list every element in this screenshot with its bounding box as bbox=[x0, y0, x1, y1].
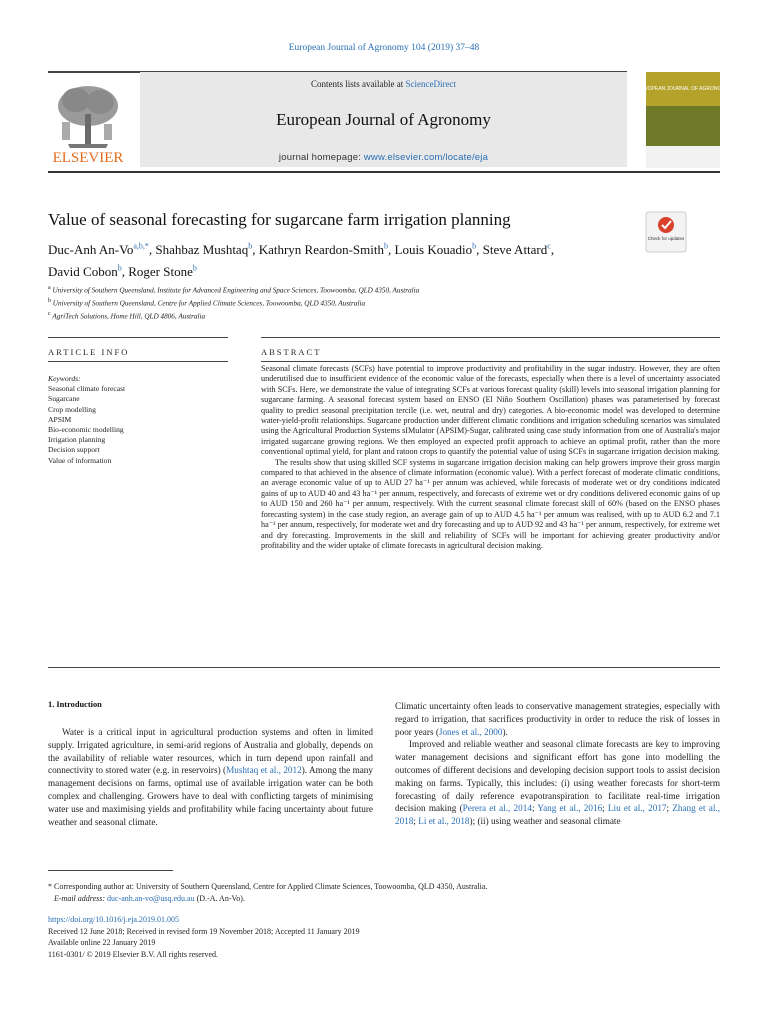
corresponding-author-note: * Corresponding author at: University of Southern Queensland, Centre for Applied Climate Sciences, Toowoomba, QLD 4350, Australia. bbox=[48, 882, 488, 891]
author-list bbox=[48, 238, 648, 281]
homepage-link[interactable]: www.elsevier.com/locate/eja bbox=[363, 152, 489, 163]
footnote-rule bbox=[48, 870, 173, 871]
keywords-block bbox=[48, 374, 228, 466]
email-link[interactable]: duc-anh.an-vo@usq.edu.au bbox=[107, 894, 195, 903]
keyword-item: Crop modelling bbox=[48, 404, 96, 414]
copyright: 1161-0301/ © 2019 Elsevier B.V. All rights reserved. bbox=[48, 949, 219, 959]
cover-title: EUROPEAN JOURNAL OF AGRONOMY bbox=[637, 86, 729, 92]
ref-link[interactable]: Liu et al., 2017 bbox=[607, 803, 667, 814]
received-dates: Received 12 June 2018; Received in revised form 19 November 2018; Accepted 11 January 2019 bbox=[48, 926, 360, 936]
publication-info bbox=[48, 914, 720, 960]
footnotes bbox=[48, 881, 720, 905]
intro-column-1: Water is a critical input in agricultural production systems and often in limited supply. Irrigated agriculture, in semi-arid regions of Australia and globally, depends on the availability of reliable water resources, which in turn depend upon rainfall and connectivity to stored water (e.g. in reservoirs) (Mushtaq et al., 2012). Among the many management decisions on farms, optimal use of available irrigation water can be both complex and challenging. Growers have to deal with conflicting targets of minimising water use and maximising yields and profitability while facing uncertainty about future weather and seasonal climate. bbox=[48, 727, 373, 827]
affiliations bbox=[48, 283, 648, 322]
abstract-top-rule bbox=[261, 337, 720, 338]
article-info-top-rule bbox=[48, 337, 228, 338]
author-6: David Cobon$^b$, bbox=[48, 263, 129, 279]
author-6-affil[interactable]: b bbox=[117, 263, 122, 273]
author-2-affil[interactable]: b bbox=[248, 242, 253, 251]
sciencedirect-link[interactable]: ScienceDirect bbox=[405, 79, 456, 89]
author-2: Shahbaz Mushtaq$^b$, bbox=[155, 242, 259, 258]
affiliation-a: $^a$ University of Southern Queensland, Institute for Advanced Engineering and Space Sciences, Toowoomba, QLD 4350, Australia bbox=[48, 285, 420, 295]
abstract-mid-rule bbox=[261, 361, 720, 362]
author-4: Louis Kouadio$^b$, bbox=[394, 242, 483, 258]
author-1-affil[interactable]: a,b,* bbox=[133, 242, 149, 251]
journal-cover-thumbnail[interactable] bbox=[637, 72, 729, 168]
author-3-affil[interactable]: b bbox=[384, 242, 388, 251]
abstract-body bbox=[261, 364, 720, 551]
doi-link[interactable]: https://doi.org/10.1016/j.eja.2019.01.005 bbox=[48, 915, 179, 924]
journal-citation-link[interactable]: European Journal of Agronomy 104 (2019) 37–48 bbox=[288, 43, 480, 53]
ref-link[interactable]: Li et al., 2018 bbox=[418, 816, 470, 827]
keyword-item: Value of information bbox=[48, 455, 112, 465]
email-note: E-mail address: duc-anh.an-vo@usq.edu.au (D.-A. An-Vo). bbox=[54, 894, 245, 903]
author-5: Steve Attard$^c$, bbox=[482, 242, 555, 258]
keyword-item: Bio-economic modelling bbox=[48, 425, 124, 435]
contents-availability bbox=[140, 79, 627, 89]
author-1: Duc-Anh $An-Vo^{a,b,*}$, bbox=[48, 242, 156, 258]
header-bottom-rule bbox=[48, 171, 720, 173]
author-7-affil[interactable]: b bbox=[192, 263, 197, 273]
ref-link[interactable]: Perera et al., 2014 bbox=[462, 803, 532, 814]
abstract-heading: ABSTRACT bbox=[261, 347, 322, 357]
keywords-label: Keywords: bbox=[48, 374, 81, 383]
author-5-affil[interactable]: c bbox=[547, 242, 551, 251]
keyword-item: APSIM bbox=[48, 414, 72, 424]
keyword-item: Decision support bbox=[48, 445, 100, 455]
journal-homepage bbox=[140, 152, 627, 163]
affiliation-b: $^b$ University of Southern Queensland, Centre for Applied Climate Sciences, Toowoomba, QLD 4350, Australia bbox=[48, 297, 366, 308]
keyword-item: Seasonal climate forecast bbox=[48, 384, 126, 394]
section-heading-introduction: 1. Introduction bbox=[48, 700, 102, 709]
abstract-bottom-rule bbox=[48, 667, 720, 668]
journal-title: European Journal of Agronomy bbox=[276, 110, 491, 129]
elsevier-logo[interactable] bbox=[48, 78, 128, 166]
abstract-paragraph-1: Seasonal climate forecasts (SCFs) have potential to improve productivity and profitability in the sugar industry. However, they are often underutilised due to insufficient evidence of the economic value of the forecasts, especially when there is a level of uncertainty associated with SCFs. Here, we demonstrate the value of integrating SCFs at various forecast quality (skill) levels into seasonal irrigation planning for sugarcane farming. A seasonal forecast system based on ENSO (El Niño Southern Oscillation) phases was parameterised by forecast quality to predict seasonal precipitation tercile (i.e. wet, neutral and dry) categories. A bio-economic model was developed to determine water-yield-profit relationships. Sugarcane production under different climatic conditions and irrigation scheduling scenarios was simulated using the Agricultural Production Systems sIMulator (APSIM)-Sugar, calibrated using case study information from one of Australia's major irrigated sugarcane growing regions. We then employed an expected profit approach to achieve an optimal profit, rather than the more conventional optimal yield, for plant and ratoon crops to quantify the potential value of using SCFs in sugarcane irrigation decision making. bbox=[261, 364, 720, 457]
keyword-item: Sugarcane bbox=[48, 394, 80, 404]
check-for-updates-badge[interactable] bbox=[646, 212, 686, 252]
elsevier-wordmark: ELSEVIER bbox=[52, 150, 124, 166]
ref-link[interactable]: Zhang et al., 2018 bbox=[395, 803, 720, 827]
ref-link[interactable]: Yang et al., 2016 bbox=[537, 803, 603, 814]
online-date: Available online 22 January 2019 bbox=[48, 938, 156, 947]
keyword-item: Irrigation planning bbox=[48, 435, 106, 445]
author-7: Roger Stone$^b$ bbox=[128, 263, 197, 279]
intro-column-2: Climatic uncertainty often leads to conservative management strategies, especially with regard to irrigation, that sacrifices productivity in order to reduce the risk of losses in poor years (Jones et al., 2000). Improved and reliable weather and seasonal climate forecasts are key to improving water management decisions and significant effort has gone into modelling the outcomes of different decisions and developing decision support tools to assist decision making on farms. Typically, this includes: (i) using weather forecasts for short-term forecasting of daily reference evapotranspiration to facilitate real-time irrigation decision making (Perera et al., 2014; Yang et al., 2016; Liu et al., 2017; Zhang et al., 2018; Li et al., 2018); (ii) using weather and seasonal climate bbox=[395, 701, 720, 827]
article-title: Value of seasonal forecasting for sugarcane farm irrigation planning bbox=[48, 210, 511, 229]
affiliation-c: $^c$ AgriTech Solutions, Home Hill, QLD 4806, Australia bbox=[48, 310, 206, 321]
article-info-mid-rule bbox=[48, 361, 228, 362]
ref-link[interactable]: Jones et al., 2000 bbox=[438, 726, 503, 737]
article-info-heading: ARTICLE INFO bbox=[48, 347, 130, 357]
crossmark-label: Check for updates bbox=[647, 236, 685, 241]
contents-prefix: Contents lists available at bbox=[311, 79, 406, 89]
abstract-paragraph-2: The results show that using skilled SCF systems in sugarcane irrigation decision making can help growers improve their gross margin compared to that achieved in the absence of climate information (economic value). With a perfect forecast of moderate climatic conditions, an average economic value of up to AUD 27 ha⁻¹ per annum was achieved, while forecasts of moderate wet or dry conditions indicated gains of up to AUD 40 and 43 ha⁻¹ per annum, respectively, and forecasts of extreme wet or dry conditions delivered economic gains of up to AUD 150 and 260 ha⁻¹ per annum, respectively. With the current seasonal climate forecast skill of 60% (based on the ENSO phases forecasting system) in the case study region, an average gain of up to AUD 4.5 ha⁻¹ per annum was realised, with up to AUD 6.2 and 7.1 ha⁻¹ per annum, respectively, for moderate wet and dry forecasting and up to AUD 92 and 43 ha⁻¹ per annum, respectively, for extreme wet and dry forecasting. Improvements in the skill and reliability of SCFs will be important for achieving greater productivity and/or profitability and the wider uptake of climate forecasts in agricultural decision making. bbox=[261, 457, 720, 550]
author-3: Kathryn Reardon-Smith$^b$, bbox=[258, 242, 395, 258]
crossmark-icon bbox=[646, 212, 686, 252]
homepage-prefix: journal homepage: bbox=[278, 152, 364, 163]
author-4-affil[interactable]: b bbox=[472, 242, 477, 251]
ref-link[interactable]: Mushtaq et al., 2012 bbox=[226, 765, 302, 776]
